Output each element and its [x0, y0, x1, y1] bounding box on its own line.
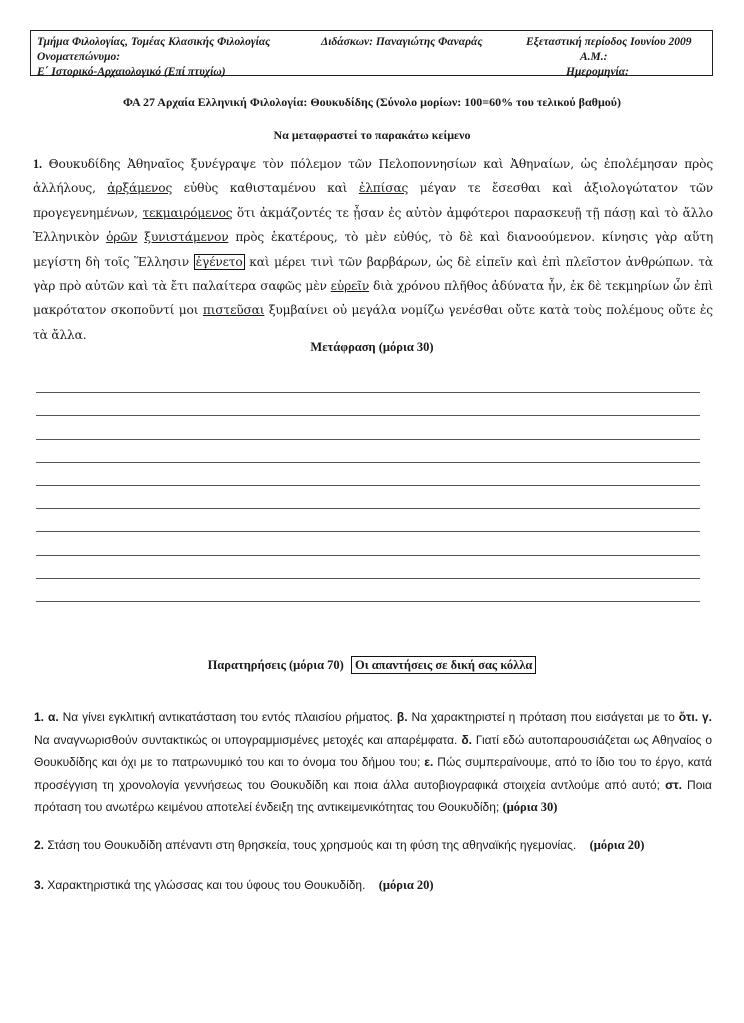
subquestion-text: Να χαρακτηριστεί η πρόταση που εισάγεται με το: [407, 710, 679, 724]
passage-text: μέγαν τε ἔσεσθαι καὶ ἀξιολογώτατον τῶν προγεγενημένων,: [33, 181, 714, 220]
exam-period-label: Εξεταστική περίοδος Ιουνίου 2009: [526, 36, 692, 48]
translation-answer-area[interactable]: [36, 370, 700, 602]
answer-line[interactable]: [36, 509, 700, 532]
instructor-label: Διδάσκων: Παναγιώτης Φαναράς: [321, 36, 483, 48]
name-field-label: Ονοματεπώνυμο:: [37, 51, 121, 63]
subquestion-label: β.: [396, 710, 408, 724]
passage-text: πρὸς ἑκατέρους, τὸ μὲν εὐθύς, τὸ δὲ καὶ διανοούμενον. κίνησις γὰρ αὕτη μεγίστη δὴ τοῖς Ἕλλησιν: [33, 230, 713, 269]
instruction-heading: Να μεταφραστεί το παρακάτω κείμενο: [273, 128, 471, 142]
subquestion-text: Πώς συμπεραίνουμε, από το ίδιο του το έργο, κατά προσέγγιση τη χρονολογία γεννήσεως του Θουκυδίδη και ποια άλλα αυτοβιογραφικά στοιχεία αντλούμε από αυτό;: [34, 755, 712, 792]
answer-line[interactable]: [36, 486, 700, 509]
course-title: ΦΑ 27 Αρχαία Ελληνική Φιλολογία: Θουκυδίδης (Σύνολο μορίων: 100=60% του τελικού βαθμού): [123, 95, 621, 109]
question-2: [34, 838, 712, 853]
subquestion-label: α.: [47, 710, 59, 724]
underlined-participle: ἐλπίσας: [358, 181, 409, 196]
question-text: Στάση του Θουκυδίδη απέναντι στη θρησκεία, τους χρησμούς και τη φύση της αθηναϊκής ηγεμονίας.: [44, 838, 577, 852]
translation-heading: Μετάφραση (μόρια 30): [310, 340, 434, 354]
passage-number: 1.: [33, 157, 42, 171]
passage-text: καὶ μέρει τινὶ τῶν βαρβάρων, ὡς δὲ εἰπεῖν καὶ ἐπὶ πλεῖστον ἀνθρώπων. τὰ γὰρ πρὸ αὐτῶν καὶ τὰ ἔτι παλαίτερα σαφῶς μὲν: [33, 254, 714, 294]
question-number: 1.: [34, 710, 45, 724]
underlined-participle: ὁρῶν: [106, 230, 138, 245]
answer-line[interactable]: [36, 440, 700, 463]
question-1: [34, 706, 712, 819]
header-left: [37, 35, 270, 80]
greek-passage: [33, 152, 713, 347]
passage-text: ὅτι ἀκμάζοντές τε ᾖσαν ἐς αὐτὸν ἀμφότεροι παρασκευῇ τῇ πάσῃ καὶ τὸ ἄλλο Ἑλληνικὸν: [33, 205, 713, 245]
answer-line[interactable]: [36, 579, 700, 602]
answer-line[interactable]: [36, 556, 700, 579]
underlined-participle: ἀρξάμενος: [107, 181, 173, 196]
passage-text: ξυμβαίνει οὐ μεγάλα νομίζω γενέσθαι οὔτε κατὰ τοὺς πολέμους οὔτε ἐς τὰ ἄλλα.: [33, 303, 713, 342]
subquestion-text: Ποια πρόταση του ανωτέρω κειμένου αποτελεί ένδειξη της αντικειμενικότητας του Θουκυδίδη;: [34, 777, 712, 814]
underlined-participle: τεκμαιρόμενος: [142, 205, 233, 220]
passage-text: Θουκυδίδης Ἀθηναῖος ξυνέγραψε τὸν πόλεμον τῶν Πελοποννησίων καὶ Ἀθηναίων, ὡς ἐπολέμησαν πρὸς ἀλλήλους,: [33, 157, 713, 196]
answer-line[interactable]: [36, 463, 700, 486]
answers-note-box: Οι απαντήσεις σε δική σας κόλλα: [351, 656, 536, 674]
passage-text: διὰ χρόνου πλῆθος ἀδύνατα ἦν, ἐκ δὲ τεκμηρίων ὧν ἐπὶ μακρότατον σκοποῦντί μοι: [33, 279, 713, 318]
passage-text: εὐθὺς καθισταμένου καὶ: [172, 181, 359, 196]
points-label: (μόρια 20): [589, 838, 645, 852]
am-field-label: Α.Μ.:: [580, 51, 608, 63]
points-label: (μόρια 20): [378, 878, 434, 892]
answer-line[interactable]: [36, 393, 700, 416]
answer-line[interactable]: [36, 370, 700, 393]
answer-line[interactable]: [36, 416, 700, 439]
date-field-label: Ημερομηνία:: [566, 66, 629, 78]
subquestion-text: Γιατί εδώ αυτοπαρουσιάζεται ως Αθηναίος ο Θουκυδίδης και όχι με το πατρωνυμικό του και το όνομα του δήμου του;: [34, 732, 713, 769]
department-label: Τμήμα Φιλολογίας, Τομέας Κλασικής Φιλολογίας: [37, 36, 271, 48]
header-right: [526, 35, 692, 80]
observations-heading: Παρατηρήσεις (μόρια 70): [207, 658, 344, 672]
subquestion-label: δ.: [461, 732, 472, 747]
header-box: [30, 30, 713, 76]
header-center: [321, 35, 483, 50]
underlined-participle: ξυνιστάμενον: [144, 230, 229, 245]
boxed-verb: ἐγένετο: [195, 254, 243, 269]
subquestion-text: Να αναγνωρισθούν συντακτικώς οι υπογραμμισμένες μετοχές και απαρέμφατα.: [34, 732, 462, 747]
underlined-infinitive: πιστεῦσαι: [202, 303, 265, 318]
question-text: Χαρακτηριστικά της γλώσσας και του ύφους του Θουκυδίδη.: [44, 878, 366, 892]
underlined-infinitive: εὑρεῖν: [330, 279, 370, 294]
points-label: (μόρια 30): [502, 800, 558, 814]
question-number: 2.: [34, 838, 45, 852]
question-number: 3.: [34, 878, 45, 892]
observations-heading-row: [0, 658, 744, 673]
question-3: [34, 878, 712, 893]
answer-line[interactable]: [36, 532, 700, 555]
subquestion-label: στ.: [665, 777, 682, 792]
subquestion-text: Να γίνει εγκλιτική αντικατάσταση του εντός πλαισίου ρήματος.: [58, 710, 397, 724]
semester-label: Ε΄ Ιστορικό-Αρχαιολογικό (Επί πτυχίω): [37, 66, 226, 78]
greek-word: ὅτι: [678, 710, 695, 724]
subquestion-label: ε.: [424, 755, 434, 769]
subquestion-label: . γ.: [694, 710, 712, 724]
